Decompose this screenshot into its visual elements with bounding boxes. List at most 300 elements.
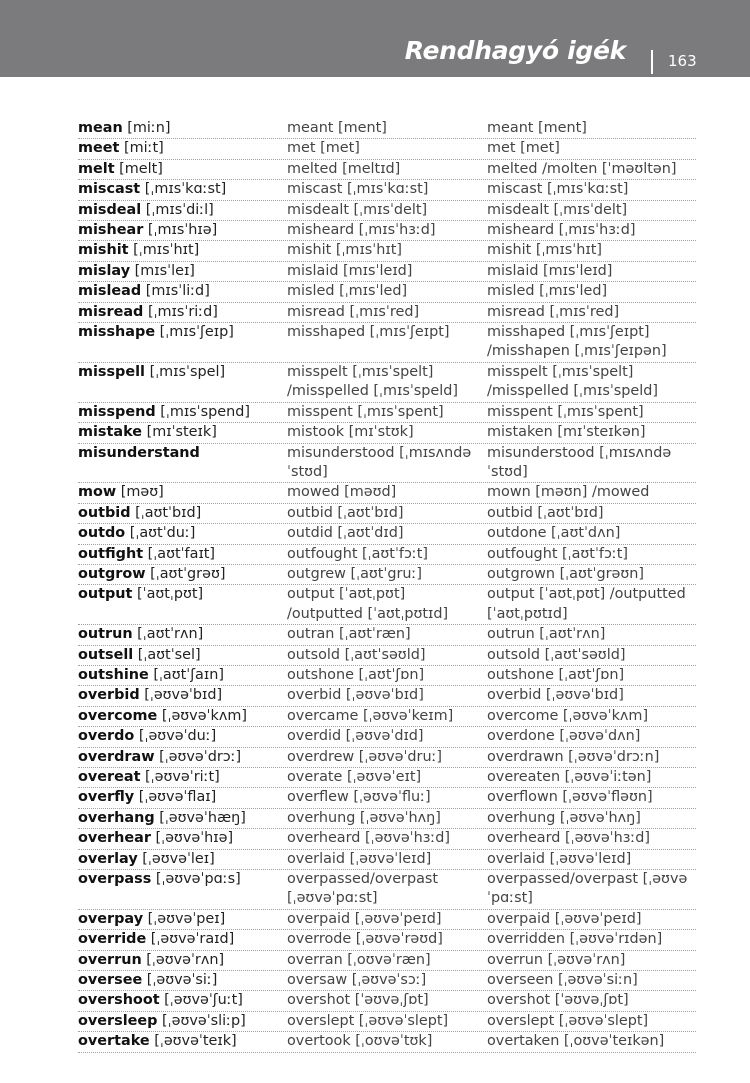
table-row xyxy=(78,282,696,302)
past-simple-cell xyxy=(287,323,487,342)
verb-base: misdeal xyxy=(78,201,142,218)
past-participle-cell xyxy=(487,829,696,848)
verb-base: overshoot xyxy=(78,992,160,1009)
base-form-cell xyxy=(78,565,287,584)
verb-base: overtake xyxy=(78,1033,150,1050)
verb-pronunciation: [ˌəʊvəˈbɪd] xyxy=(139,687,223,704)
past-simple-cell-line: mowed [məʊd] xyxy=(287,484,397,501)
past-participle-cell-line: overdrawn [ˌəʊvəˈdrɔːn] xyxy=(487,748,660,765)
table-row xyxy=(78,788,696,808)
past-simple-cell-line: misled [ˌmɪsˈled] xyxy=(287,283,408,300)
past-participle-cell xyxy=(487,565,696,584)
past-simple-cell xyxy=(287,119,487,138)
past-simple-cell xyxy=(287,829,487,848)
past-participle-cell xyxy=(487,585,696,624)
past-participle-cell xyxy=(487,930,696,949)
table-row xyxy=(78,221,696,241)
base-form-cell xyxy=(78,423,287,442)
past-simple-cell-line: output [ˈaʊtˌpʊt] xyxy=(287,586,406,603)
past-participle-cell-line: melted /molten [ˈməʊltən] xyxy=(487,160,677,177)
past-simple-cell-line: outshone [ˌaʊtˈʃɒn] xyxy=(287,666,425,683)
past-participle-cell-line: misshaped [ˌmɪsˈʃeɪpt] xyxy=(487,324,650,341)
past-simple-cell-line: mistook [mɪˈstʊk] xyxy=(287,424,414,441)
past-simple-cell-line: misunderstood [ˌmɪsʌndə xyxy=(287,444,472,461)
past-participle-cell xyxy=(487,282,696,301)
past-participle-cell xyxy=(487,1012,696,1031)
past-participle-cell xyxy=(487,363,696,402)
verb-pronunciation: [ˌəʊvəˈkʌm] xyxy=(157,707,247,724)
verb-base: mislay xyxy=(78,262,131,279)
base-form-cell xyxy=(78,201,287,220)
past-simple-cell-line: [ˌəʊvəˈpɑːst] xyxy=(287,890,378,907)
past-simple-cell-line: mishit [ˌmɪsˈhɪt] xyxy=(287,242,402,259)
base-form-cell xyxy=(78,829,287,848)
past-participle-cell xyxy=(487,991,696,1010)
table-row xyxy=(78,727,696,747)
past-participle-cell-line: mistaken [mɪˈsteɪkən] xyxy=(487,424,646,441)
verb-pronunciation: [ˌəʊvəˈʃuːt] xyxy=(159,992,243,1009)
verb-pronunciation: [ˌəʊvəˈraɪd] xyxy=(146,931,235,948)
past-participle-cell-line: mown [məʊn] /mowed xyxy=(487,484,650,501)
past-simple-cell-line: overdid [ˌəʊvəˈdɪd] xyxy=(287,728,424,745)
past-participle-cell-line: mishit [ˌmɪsˈhɪt] xyxy=(487,242,602,259)
verb-pronunciation: [melt] xyxy=(114,160,163,177)
table-row xyxy=(78,646,696,666)
verb-pronunciation: [məʊ] xyxy=(116,484,164,501)
past-participle-cell xyxy=(487,1032,696,1051)
past-participle-cell-line: overeaten [ˌəʊvəˈiːtən] xyxy=(487,769,652,785)
past-participle-cell xyxy=(487,910,696,929)
base-form-cell xyxy=(78,444,287,463)
base-form-cell xyxy=(78,545,287,564)
past-simple-cell-line: overflew [ˌəʊvəˈfluː] xyxy=(287,789,431,806)
base-form-cell xyxy=(78,119,287,138)
past-simple-cell-line: outdid [ˌaʊtˈdɪd] xyxy=(287,525,404,542)
verb-pronunciation: [ˌaʊtˈrʌn] xyxy=(132,626,204,643)
past-participle-cell xyxy=(487,971,696,990)
table-row xyxy=(78,829,696,849)
verb-base: misunderstand xyxy=(78,444,200,461)
verb-base: mistake xyxy=(78,424,143,441)
past-participle-cell xyxy=(487,809,696,828)
table-row xyxy=(78,524,696,544)
base-form-cell xyxy=(78,930,287,949)
past-participle-cell xyxy=(487,748,696,767)
past-simple-cell-line: overlaid [ˌəʊvəˈleɪd] xyxy=(287,850,432,867)
verb-pronunciation: [ˌəʊvəˈhɪə] xyxy=(150,830,234,847)
base-form-cell xyxy=(78,363,287,382)
table-row xyxy=(78,303,696,323)
base-form-cell xyxy=(78,139,287,158)
base-form-cell xyxy=(78,666,287,685)
verb-base: output xyxy=(78,586,133,603)
past-participle-cell xyxy=(487,768,696,787)
verb-base: mow xyxy=(78,484,117,501)
base-form-cell xyxy=(78,303,287,322)
verb-pronunciation: [ˌəʊvəˈrʌn] xyxy=(141,951,225,968)
verb-pronunciation: [ˌaʊtˈfaɪt] xyxy=(143,545,216,562)
base-form-cell xyxy=(78,788,287,807)
verb-pronunciation: [ˌmɪsˈkɑːst] xyxy=(140,181,227,198)
verb-base: overlay xyxy=(78,850,138,867)
past-simple-cell-line: outbid [ˌaʊtˈbɪd] xyxy=(287,504,404,521)
past-simple-cell xyxy=(287,221,487,240)
past-simple-cell-line: overrode [ˌəʊvəˈrəʊd] xyxy=(287,931,443,948)
base-form-cell xyxy=(78,483,287,502)
past-simple-cell xyxy=(287,727,487,746)
past-participle-cell-line: /misspelled [ˌmɪsˈspeld] xyxy=(487,383,659,400)
table-row xyxy=(78,991,696,1011)
verb-base: misread xyxy=(78,303,144,320)
past-participle-cell-line: outsold [ˌaʊtˈsəʊld] xyxy=(487,646,626,663)
past-simple-cell xyxy=(287,303,487,322)
base-form-cell xyxy=(78,971,287,990)
verb-base: outgrow xyxy=(78,565,146,582)
past-participle-cell-line: outdone [ˌaʊtˈdʌn] xyxy=(487,525,621,542)
table-row xyxy=(78,262,696,282)
table-row xyxy=(78,483,696,503)
verb-base: mishit xyxy=(78,242,129,259)
past-simple-cell xyxy=(287,504,487,523)
verb-pronunciation: [miːt] xyxy=(119,140,164,157)
past-participle-cell xyxy=(487,646,696,665)
past-participle-cell-line: misheard [ˌmɪsˈhɜːd] xyxy=(487,222,636,239)
verb-base: overpay xyxy=(78,910,144,927)
verb-base: oversleep xyxy=(78,1012,158,1029)
base-form-cell xyxy=(78,241,287,260)
past-simple-cell-line: overcame [ˌəʊvəˈkeɪm] xyxy=(287,707,454,724)
table-row xyxy=(78,625,696,645)
table-row xyxy=(78,180,696,200)
past-simple-cell-line: misshaped [ˌmɪsˈʃeɪpt] xyxy=(287,324,450,341)
table-row xyxy=(78,160,696,180)
past-simple-cell-line: overpassed/overpast xyxy=(287,871,439,888)
verb-pronunciation: [ˌəʊvəˈsiː] xyxy=(142,972,218,989)
verb-pronunciation: [ˌaʊtˈsel] xyxy=(133,646,201,663)
past-simple-cell-line: overran [ˌoʊvəˈræn] xyxy=(287,951,431,968)
verb-pronunciation: [ˌəʊvəˈpɑːs] xyxy=(151,871,241,888)
past-participle-cell-line: overheard [ˌəʊvəˈhɜːd] xyxy=(487,830,651,847)
past-participle-cell-line: misdealt [ˌmɪsˈdelt] xyxy=(487,201,628,218)
verb-pronunciation: [ˌəʊvəˈhæŋ] xyxy=(154,809,246,826)
past-simple-cell-line: overdrew [ˌəʊvəˈdruː] xyxy=(287,748,443,765)
verb-base: melt xyxy=(78,160,115,177)
table-row xyxy=(78,119,696,139)
past-simple-cell-line: outran [ˌaʊtˈræn] xyxy=(287,626,411,643)
table-row xyxy=(78,545,696,565)
verb-base: override xyxy=(78,931,147,948)
past-participle-cell-line: overseen [ˌəʊvəˈsiːn] xyxy=(487,972,638,989)
verb-pronunciation: [ˌmɪsˈriːd] xyxy=(143,303,218,320)
past-participle-cell xyxy=(487,119,696,138)
past-participle-cell-line: [ˈaʊtˌpʊtɪd] xyxy=(487,605,568,622)
past-participle-cell-line: overrun [ˌəʊvəˈrʌn] xyxy=(487,951,626,968)
past-simple-cell xyxy=(287,646,487,665)
past-participle-cell xyxy=(487,323,696,362)
past-simple-cell xyxy=(287,971,487,990)
past-simple-cell-line: /outputted [ˈaʊtˌpʊtɪd] xyxy=(287,605,449,622)
past-participle-cell xyxy=(487,303,696,322)
past-simple-cell xyxy=(287,180,487,199)
past-participle-cell-line: overpaid [ˌəʊvəˈpeɪd] xyxy=(487,910,642,927)
header-divider xyxy=(651,50,653,74)
verb-base: mishear xyxy=(78,222,144,239)
verb-pronunciation: [ˌəʊvəˈriːt] xyxy=(140,769,220,785)
past-simple-cell-line: met [met] xyxy=(287,140,360,157)
base-form-cell xyxy=(78,221,287,240)
verb-base: overpass xyxy=(78,871,152,888)
verb-base: mean xyxy=(78,120,123,136)
past-participle-cell-line: overbid [ˌəʊvəˈbɪd] xyxy=(487,687,624,704)
verb-pronunciation: [ˌmɪsˈdiːl] xyxy=(141,201,214,218)
verb-pronunciation: [ˌmɪsˈspel] xyxy=(145,363,226,380)
base-form-cell xyxy=(78,727,287,746)
section-title: Rendhagyó igék xyxy=(404,36,626,65)
past-simple-cell-line: /misspelled [ˌmɪsˈspeld] xyxy=(287,383,459,400)
past-participle-cell xyxy=(487,504,696,523)
verb-pronunciation: [ˌaʊtˈbɪd] xyxy=(130,504,202,521)
verb-base: overeat xyxy=(78,769,141,785)
irregular-verbs-table xyxy=(78,119,696,1053)
verb-base: misspend xyxy=(78,403,156,420)
past-simple-cell xyxy=(287,1032,487,1051)
past-simple-cell-line: melted [meltɪd] xyxy=(287,160,401,177)
past-simple-cell-line: ˈstʊd] xyxy=(287,463,328,480)
table-row xyxy=(78,504,696,524)
verb-pronunciation: [ˌaʊtˈʃaɪn] xyxy=(148,666,224,683)
past-participle-cell-line: miscast [ˌmɪsˈkɑːst] xyxy=(487,181,629,198)
past-participle-cell-line: overhung [ˌəʊvəˈhʌŋ] xyxy=(487,809,641,826)
verb-base: meet xyxy=(78,140,120,157)
table-row xyxy=(78,971,696,991)
base-form-cell xyxy=(78,809,287,828)
past-participle-cell-line: outshone [ˌaʊtˈʃɒn] xyxy=(487,666,625,683)
verb-base: mislead xyxy=(78,283,142,300)
verb-base: overrun xyxy=(78,951,142,968)
verb-base: misshape xyxy=(78,324,156,341)
base-form-cell xyxy=(78,1012,287,1031)
verb-base: misspell xyxy=(78,363,145,380)
past-simple-cell xyxy=(287,809,487,828)
base-form-cell xyxy=(78,991,287,1010)
table-row xyxy=(78,363,696,403)
past-participle-cell xyxy=(487,727,696,746)
past-participle-cell xyxy=(487,403,696,422)
past-simple-cell-line: mislaid [mɪsˈleɪd] xyxy=(287,262,413,279)
past-simple-cell-line: misspelt [ˌmɪsˈspelt] xyxy=(287,363,434,380)
past-simple-cell xyxy=(287,707,487,726)
base-form-cell xyxy=(78,910,287,929)
past-simple-cell-line: overslept [ˌəʊvəˈslept] xyxy=(287,1012,449,1029)
past-participle-cell-line: overridden [ˌəʊvəˈrɪdən] xyxy=(487,931,663,948)
past-simple-cell xyxy=(287,870,487,909)
verb-pronunciation: [mɪsˈliːd] xyxy=(141,283,210,300)
verb-base: outfight xyxy=(78,545,144,562)
table-row xyxy=(78,565,696,585)
past-simple-cell xyxy=(287,930,487,949)
table-row xyxy=(78,1012,696,1032)
base-form-cell xyxy=(78,625,287,644)
verb-pronunciation: [ˌaʊtˈduː] xyxy=(125,525,196,542)
table-row xyxy=(78,870,696,910)
past-simple-cell xyxy=(287,241,487,260)
past-participle-cell-line: overflown [ˌəʊvəˈfləʊn] xyxy=(487,789,653,806)
past-participle-cell-line: overtaken [ˌoʊvəˈteɪkən] xyxy=(487,1033,665,1050)
verb-pronunciation: [ˌəʊvəˈteɪk] xyxy=(149,1033,237,1050)
past-simple-cell xyxy=(287,363,487,402)
past-participle-cell-line: misunderstood [ˌmɪsʌndə xyxy=(487,444,672,461)
past-participle-cell xyxy=(487,139,696,158)
verb-base: miscast xyxy=(78,181,141,198)
base-form-cell xyxy=(78,282,287,301)
verb-pronunciation: [ˌəʊvəˈpeɪ] xyxy=(143,910,226,927)
past-participle-cell xyxy=(487,707,696,726)
base-form-cell xyxy=(78,646,287,665)
verb-base: oversee xyxy=(78,972,143,989)
past-participle-cell-line: misled [ˌmɪsˈled] xyxy=(487,283,608,300)
verb-base: outdo xyxy=(78,525,126,542)
past-simple-cell xyxy=(287,524,487,543)
past-participle-cell-line: outbid [ˌaʊtˈbɪd] xyxy=(487,504,604,521)
verb-pronunciation: [ˌəʊvəˈleɪ] xyxy=(137,850,215,867)
past-participle-cell-line: misspent [ˌmɪsˈspent] xyxy=(487,403,644,420)
past-participle-cell xyxy=(487,201,696,220)
past-simple-cell xyxy=(287,910,487,929)
past-simple-cell xyxy=(287,788,487,807)
table-row xyxy=(78,850,696,870)
past-simple-cell xyxy=(287,139,487,158)
table-row xyxy=(78,686,696,706)
base-form-cell xyxy=(78,850,287,869)
past-participle-cell-line: misread [ˌmɪsˈred] xyxy=(487,303,620,320)
past-simple-cell-line: misdealt [ˌmɪsˈdelt] xyxy=(287,201,428,218)
past-simple-cell xyxy=(287,403,487,422)
past-simple-cell xyxy=(287,160,487,179)
table-row xyxy=(78,809,696,829)
base-form-cell xyxy=(78,951,287,970)
past-participle-cell xyxy=(487,850,696,869)
table-row xyxy=(78,707,696,727)
past-participle-cell xyxy=(487,444,696,483)
past-participle-cell-line: misspelt [ˌmɪsˈspelt] xyxy=(487,363,634,380)
verb-base: overhear xyxy=(78,830,151,847)
past-participle-cell-line: overlaid [ˌəʊvəˈleɪd] xyxy=(487,850,632,867)
base-form-cell xyxy=(78,585,287,604)
past-simple-cell xyxy=(287,666,487,685)
verb-base: overcome xyxy=(78,707,158,724)
past-simple-cell xyxy=(287,262,487,281)
past-simple-cell-line: meant [ment] xyxy=(287,120,387,136)
past-participle-cell-line: overdone [ˌəʊvəˈdʌn] xyxy=(487,728,641,745)
verb-pronunciation: [ˌmɪsˈhɪə] xyxy=(143,222,218,239)
verb-pronunciation: [mɪˈsteɪk] xyxy=(142,424,217,441)
base-form-cell xyxy=(78,748,287,767)
verb-base: overbid xyxy=(78,687,140,704)
base-form-cell xyxy=(78,262,287,281)
past-participle-cell xyxy=(487,625,696,644)
past-participle-cell-line: /misshapen [ˌmɪsˈʃeɪpən] xyxy=(487,343,667,360)
past-participle-cell-line: mislaid [mɪsˈleɪd] xyxy=(487,262,613,279)
past-participle-cell xyxy=(487,666,696,685)
past-participle-cell-line: met [met] xyxy=(487,140,560,157)
past-participle-cell xyxy=(487,221,696,240)
past-simple-cell xyxy=(287,483,487,502)
verb-base: overhang xyxy=(78,809,155,826)
past-participle-cell xyxy=(487,870,696,909)
table-row xyxy=(78,444,696,484)
past-simple-cell xyxy=(287,444,487,483)
verb-pronunciation: [ˌəʊvəˈduː] xyxy=(134,728,217,745)
base-form-cell xyxy=(78,686,287,705)
past-simple-cell xyxy=(287,686,487,705)
past-simple-cell xyxy=(287,545,487,564)
past-simple-cell-line: overbid [ˌəʊvəˈbɪd] xyxy=(287,687,424,704)
page-header xyxy=(0,0,750,77)
table-row xyxy=(78,585,696,625)
verb-pronunciation: [ˌəʊvəˈflaɪ] xyxy=(134,789,217,806)
past-participle-cell xyxy=(487,262,696,281)
past-simple-cell xyxy=(287,282,487,301)
past-simple-cell-line: miscast [ˌmɪsˈkɑːst] xyxy=(287,181,429,198)
table-row xyxy=(78,951,696,971)
past-simple-cell xyxy=(287,768,487,787)
past-participle-cell-line: overslept [ˌəʊvəˈslept] xyxy=(487,1012,649,1029)
verb-base: outrun xyxy=(78,626,133,643)
past-participle-cell xyxy=(487,524,696,543)
past-simple-cell-line: outgrew [ˌaʊtˈgruː] xyxy=(287,565,423,582)
verb-base: overdo xyxy=(78,728,135,745)
past-simple-cell-line: overshot [ˈəʊvəˌʃɒt] xyxy=(287,992,429,1009)
past-simple-cell-line: oversaw [ˌəʊvəˈsɔː] xyxy=(287,972,427,989)
verb-pronunciation: [ˈaʊtˌpʊt] xyxy=(132,586,204,603)
base-form-cell xyxy=(78,707,287,726)
verb-base: outshine xyxy=(78,666,149,683)
past-simple-cell-line: overtook [ˌoʊvəˈtʊk] xyxy=(287,1033,433,1050)
table-row xyxy=(78,768,696,788)
past-participle-cell xyxy=(487,160,696,179)
past-simple-cell xyxy=(287,991,487,1010)
table-row xyxy=(78,403,696,423)
past-participle-cell xyxy=(487,686,696,705)
past-simple-cell-line: overate [ˌəʊvəˈeɪt] xyxy=(287,769,422,785)
base-form-cell xyxy=(78,768,287,787)
base-form-cell xyxy=(78,180,287,199)
past-participle-cell xyxy=(487,951,696,970)
base-form-cell xyxy=(78,403,287,422)
table-row xyxy=(78,423,696,443)
past-participle-cell-line: outrun [ˌaʊtˈrʌn] xyxy=(487,626,606,643)
verb-pronunciation: [ˌəʊvəˈdrɔː] xyxy=(154,748,242,765)
past-simple-cell xyxy=(287,951,487,970)
past-participle-cell xyxy=(487,423,696,442)
past-simple-cell-line: outfought [ˌaʊtˈfɔːt] xyxy=(287,545,428,562)
past-simple-cell xyxy=(287,1012,487,1031)
base-form-cell xyxy=(78,160,287,179)
table-row xyxy=(78,930,696,950)
past-simple-cell xyxy=(287,585,487,624)
table-row xyxy=(78,241,696,261)
table-row xyxy=(78,666,696,686)
base-form-cell xyxy=(78,323,287,342)
past-simple-cell xyxy=(287,565,487,584)
past-participle-cell xyxy=(487,545,696,564)
past-participle-cell-line: outgrown [ˌaʊtˈgrəʊn] xyxy=(487,565,644,582)
past-participle-cell-line: overcome [ˌəʊvəˈkʌm] xyxy=(487,707,649,724)
verb-pronunciation: [ˌəʊvəˈsliːp] xyxy=(157,1012,246,1029)
past-participle-cell xyxy=(487,241,696,260)
past-simple-cell-line: misread [ˌmɪsˈred] xyxy=(287,303,420,320)
past-simple-cell-line: misspent [ˌmɪsˈspent] xyxy=(287,403,444,420)
